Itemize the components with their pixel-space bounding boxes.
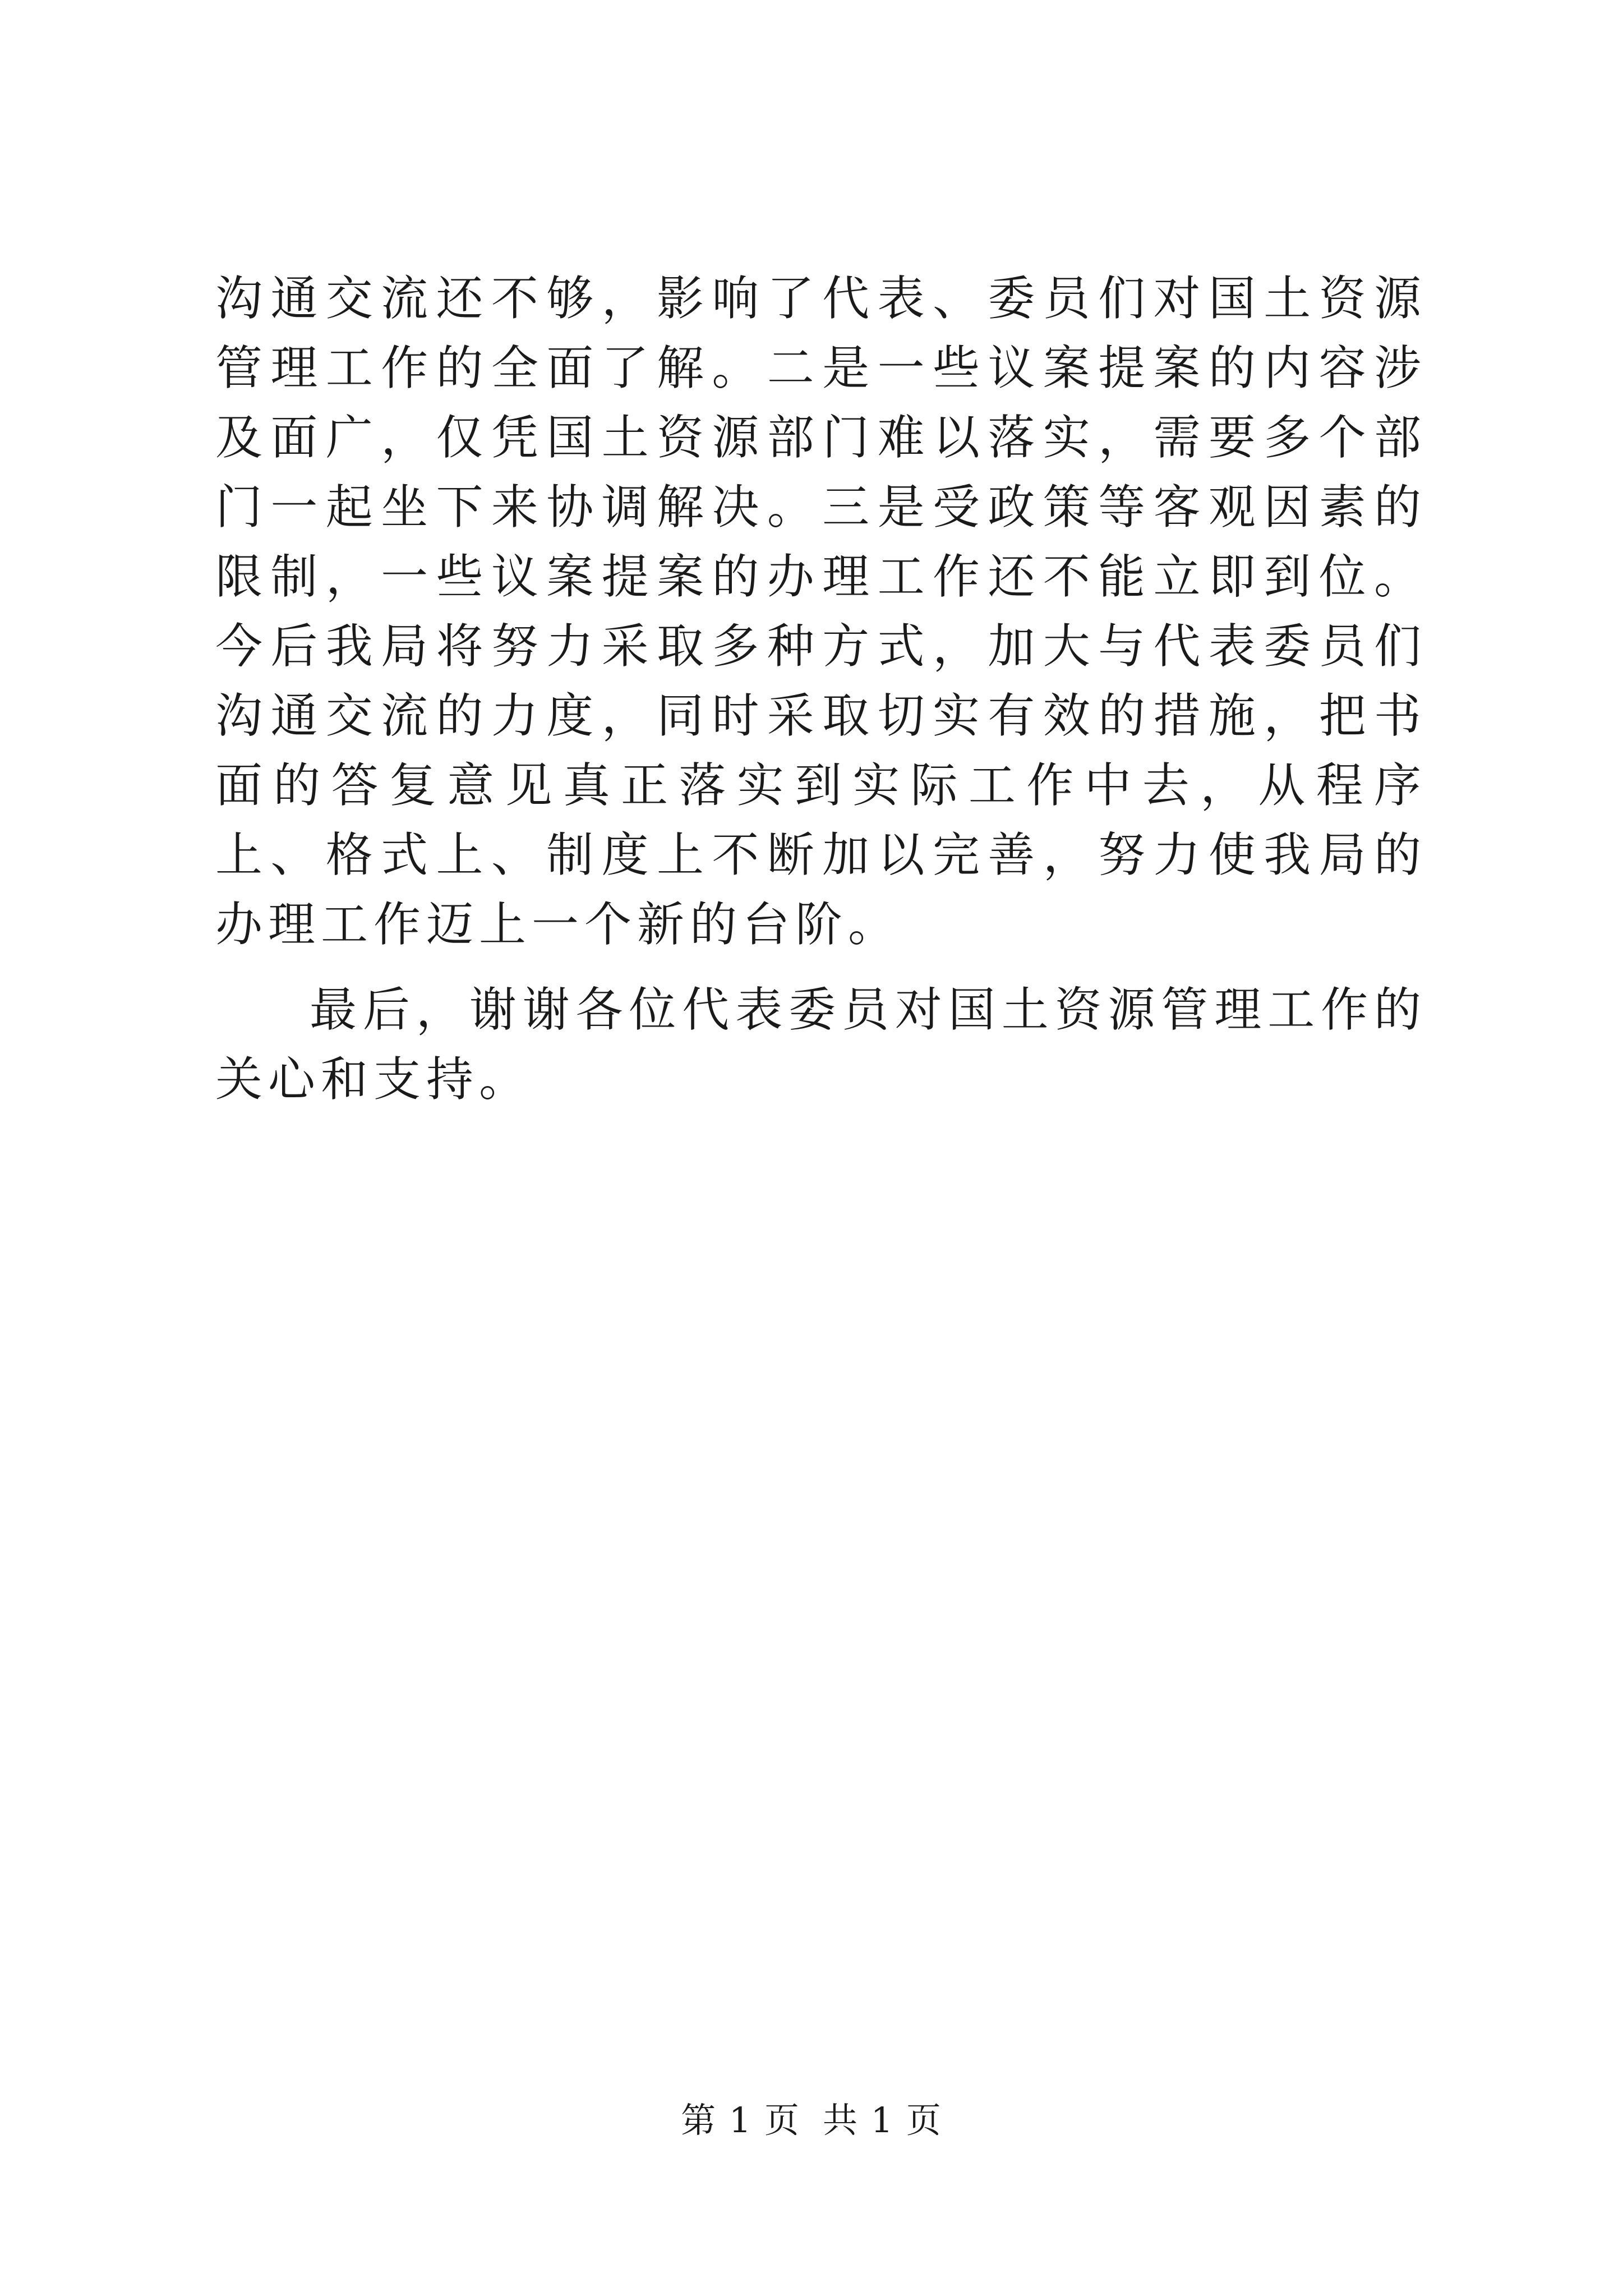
page-total: 共 1 页 bbox=[823, 2100, 942, 2141]
page-number: 第 1 页 bbox=[681, 2100, 800, 2141]
body-paragraph-continuation: 沟通交流还不够，影响了代表、委员们对国土资源管理工作的全面了解。二是一些议案提案的内容涉及面广，仅凭国土资源部门难以落实，需要多个部门一起坐下来协调解决。三是受政策等客观因素的限制，一些议案提案的办理工作还不能立即到位。今后我局将努力采取多种方式，加大与代表委员们沟通交流的力度，同时采取切实有效的措施，把书面的答复意见真正落实到实际工作中去，从程序上、格式上、制度上不断加以完善，努力使我局的办理工作迈上一个新的台阶。 bbox=[215, 271, 1427, 952]
document-body bbox=[215, 264, 1427, 1114]
body-paragraph-closing: 最后，谢谢各位代表委员对国土资源管理工作的关心和支持。 bbox=[215, 982, 1427, 1107]
page-footer bbox=[0, 2098, 1623, 2143]
